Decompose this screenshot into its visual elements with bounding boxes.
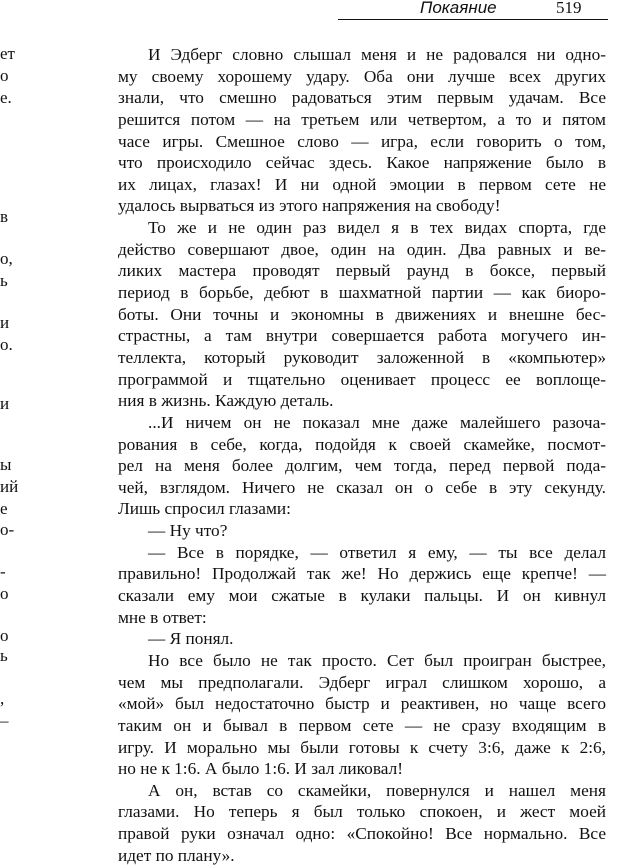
text-line: мне в ответ:	[118, 607, 207, 627]
text-line: знали, что смешно радоваться этим первым удачам. Все	[118, 88, 606, 108]
text-line: То же и не один раз видел я в тех видах спорта, где	[148, 218, 606, 238]
margin-fragment: и	[0, 313, 10, 332]
margin-fragment: о	[0, 584, 9, 603]
margin-fragment: о	[0, 626, 9, 645]
text-line: часе игры. Смешное слово — игра, если говорить о том,	[118, 131, 606, 151]
text-line: — Я понял.	[148, 629, 234, 649]
margin-fragment: ь	[0, 646, 8, 665]
text-line: период в борьбе, дебют в шахматной партии — как биоро-	[118, 283, 606, 303]
margin-fragment: ы	[0, 455, 12, 474]
text-line: И Эдберг словно слышал меня и не радовался ни одно-	[148, 45, 606, 64]
margin-fragment: о,	[0, 249, 13, 268]
text-line: ликих мастера проводят первый раунд в боксе, первый	[118, 261, 606, 281]
text-line: — Все в порядке, — ответил я ему, — ты все делал	[148, 542, 606, 562]
margin-fragment: -	[0, 562, 6, 581]
text-line: идет по плану».	[118, 845, 235, 865]
text-line: игру. И морально мы были готовы к счету 3:6, даже к 2:6,	[118, 737, 606, 757]
margin-fragment: ет	[0, 44, 15, 63]
text-line: страстны, а там внутри совершается работа могучего ин-	[118, 326, 606, 346]
text-line: Но все было не так просто. Сет был проигран быстрее,	[148, 650, 606, 670]
text-line: рел на меня более долгим, чем тогда, перед первой пода-	[118, 456, 606, 476]
text-line: удалось вырваться из этого напряжения на свободу!	[118, 196, 501, 216]
margin-fragment: е.	[0, 88, 12, 107]
margin-fragment: о	[0, 66, 9, 85]
text-line: чем мы предполагали. Эдберг играл слишком хорошо, а	[118, 672, 606, 692]
margin-fragment: о-	[0, 520, 15, 539]
body-text	[118, 44, 606, 866]
text-line: ...И ничем он не показал мне даже малейшего разоча-	[148, 412, 606, 432]
margin-fragment: ь	[0, 271, 8, 290]
margin-fragment: е	[0, 499, 8, 518]
text-line: правильно! Продолжай так же! Но держись еще крепче! —	[118, 564, 606, 584]
text-line: действо совершают двое, один на один. Два равных и ве-	[118, 239, 606, 259]
text-line: му своему хорошему удару. Оба они лучше всех других	[118, 66, 606, 86]
text-line: А он, встав со скамейки, повернулся и нашел меня	[148, 780, 606, 800]
text-line: правой руки означал одно: «Спокойно! Все нормально. Все	[118, 824, 606, 844]
text-line: ния в жизнь. Каждую деталь.	[118, 391, 334, 411]
text-line: их лицах, глазах! И ни одной эмоции в первом сете не	[118, 174, 606, 194]
text-line: решится потом — на третьем или четвертом, а то и пятом	[118, 109, 606, 129]
running-header	[0, 0, 620, 22]
running-title: Покаяние	[420, 0, 497, 17]
left-margin-fragments	[0, 0, 19, 836]
text-line: боты. Они точны и экономны в движениях и внешне бес-	[118, 304, 606, 324]
text-line: таким он и бывал в первом сете — не сразу входящим в	[118, 715, 606, 735]
text-line: рования в себе, когда, подойдя к своей скамейке, посмот-	[118, 434, 606, 454]
text-line: Лишь спросил глазами:	[118, 499, 291, 519]
header-rule	[338, 19, 608, 20]
text-line: чей, взглядом. Ничего не сказал он о себе в эту секунду.	[118, 477, 606, 497]
text-line: глазами. Но теперь я был только спокоен, и жест моей	[118, 802, 606, 822]
page-number: 519	[556, 0, 582, 17]
margin-fragment: в	[0, 207, 9, 226]
text-line: теллекта, который руководит заложенной в «компьютер»	[118, 347, 606, 367]
text-line: — Ну что?	[148, 521, 228, 541]
margin-fragment: и	[0, 394, 10, 413]
margin-fragment: о.	[0, 335, 13, 354]
text-line: сказали ему мои сжатые в кулаки пальцы. И он кивнул	[118, 586, 606, 606]
margin-fragment: ий	[0, 477, 19, 496]
margin-fragment: ,	[0, 689, 5, 708]
text-line: программой и тщательно оценивает процесс ее воплоще-	[118, 369, 606, 389]
text-line: что происходило сейчас здесь. Какое напряжение было в	[118, 153, 606, 173]
margin-fragment: –	[0, 711, 9, 730]
text-line: но не к 1:6. А было 1:6. И зал ликовал!	[118, 759, 403, 779]
text-line: «мой» был недостаточно быстр и реактивен, но чаще всего	[118, 694, 606, 714]
